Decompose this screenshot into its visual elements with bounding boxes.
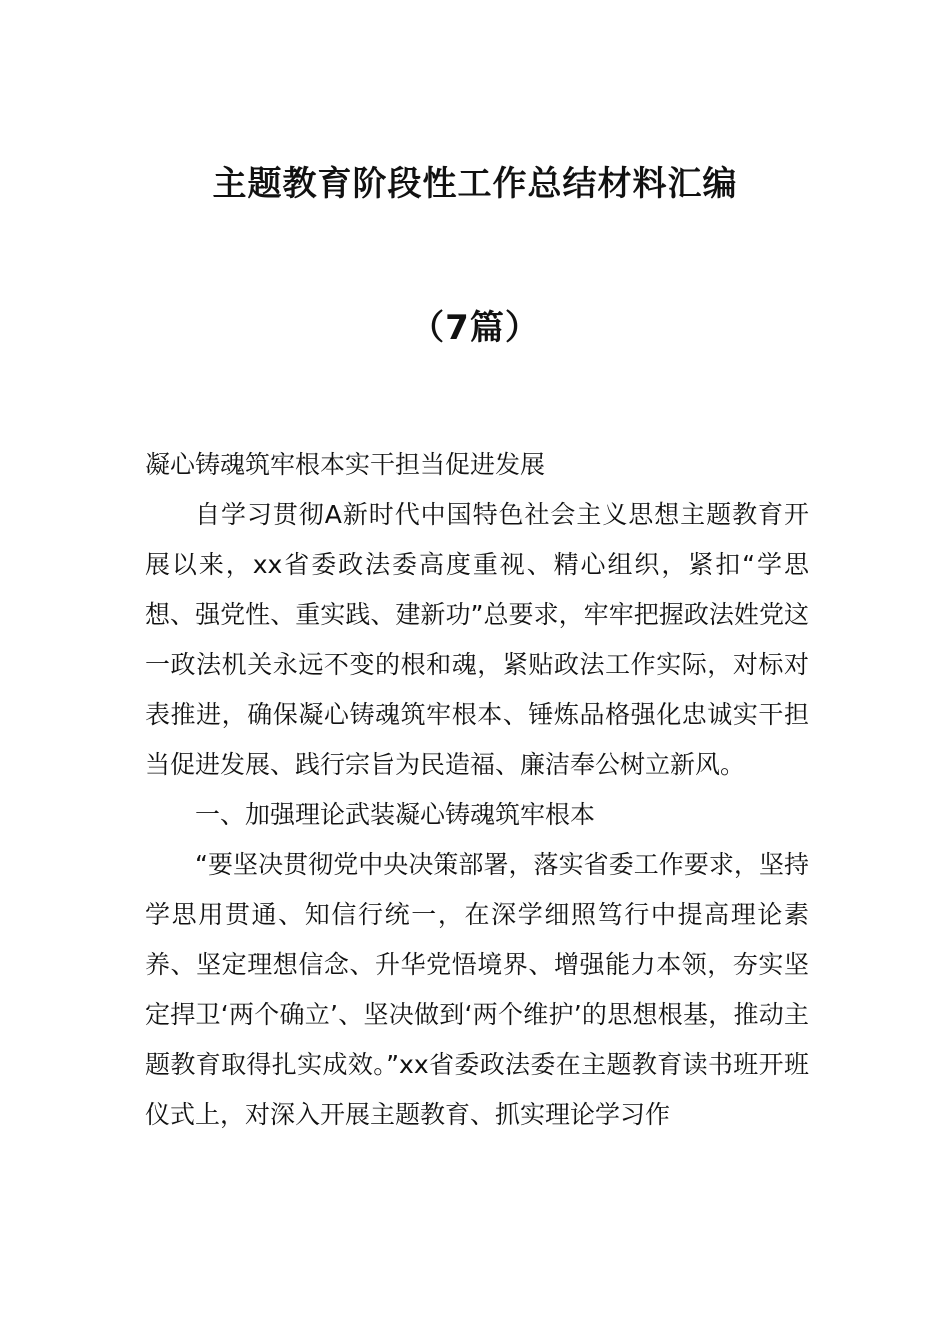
document-body [145,440,809,1140]
paragraph-quote: “要坚决贯彻党中央决策部署，落实省委工作要求，坚持学思用贯通、知信行统一，在深学细照笃行中提高理论素养、坚定理想信念、升华党悟境界、增强能力本领，夯实坚定捍卫‘两个确立’、坚决做到‘两个维护’的思想根基，推动主题教育取得扎实成效。”xx省委政法委在主题教育读书班开班仪式上，对深入开展主题教育、抓实理论学习作 [145,850,809,1129]
paragraph-intro: 自学习贯彻A新时代中国特色社会主义思想主题教育开展以来，xx省委政法委高度重视、精心组织，紧扣“学思想、强党性、重实践、建新功”总要求，牢牢把握政法姓党这一政法机关永远不变的根和魂，紧贴政法工作实际，对标对表推进，确保凝心铸魂筑牢根本、锤炼品格强化忠诚实干担当促进发展、践行宗旨为民造福、廉洁奉公树立新风。 [145,500,809,779]
document-title: 主题教育阶段性工作总结材料汇编 [212,164,738,204]
document-subtitle: （7篇） [410,308,540,348]
section-heading: 凝心铸魂筑牢根本实干担当促进发展 [145,450,546,479]
paragraph-heading-one: 一、加强理论武装凝心铸魂筑牢根本 [195,800,596,829]
